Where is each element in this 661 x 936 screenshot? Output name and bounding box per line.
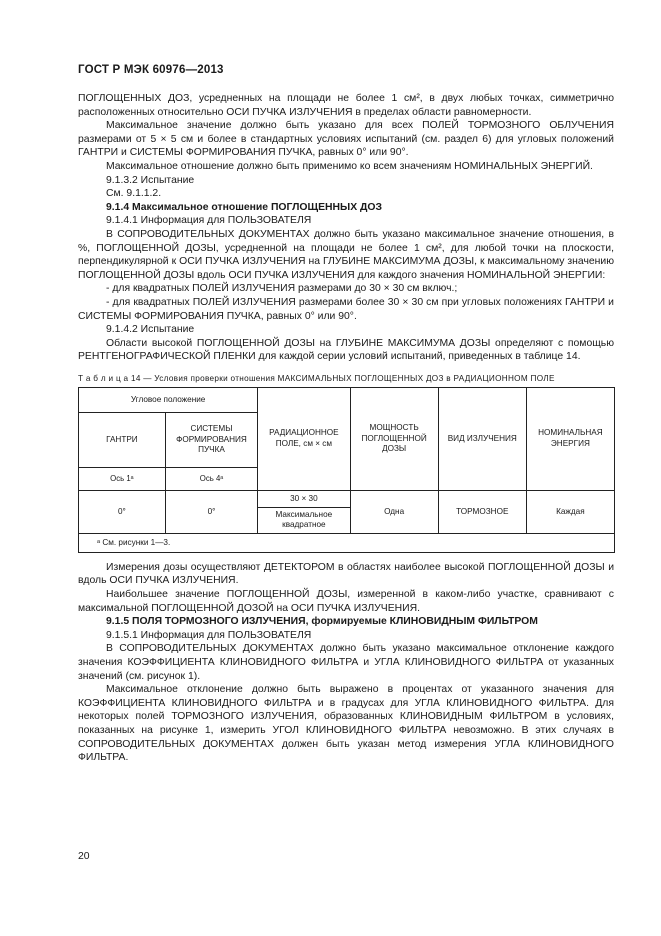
paragraph: Максимальное отклонение должно быть выражено в процентах от указанного значения для КОЭФФИЦИЕНТА КЛИНОВИДНОГО ФИЛЬТРА и в градусах для УГЛА КЛИНОВИДНОГО ФИЛЬТРА. Для некоторых полей ТОРМОЗНОГО ИЗЛУЧЕНИЯ, образованных КЛИНОВИДНЫМ ФИЛЬТРОМ в условиях, показанных на рисунке 1, измерить УГОЛ КЛИНОВИДНОГО ФИЛЬТРА невозможно. В этих случаях в СОПРОВОДИТЕЛЬНЫХ ДОКУМЕНТАХ должен быть указан метод измерения УГЛА КЛИНОВИДНОГО ФИЛЬТРА. — [78, 684, 614, 764]
header-radiation-field: РАДИАЦИОННОЕ ПОЛЕ, см × см — [258, 387, 350, 490]
paragraph: Измерения дозы осуществляют ДЕТЕКТОРОМ в областях наиболее высокой ПОГЛОЩЕННОЙ ДОЗЫ и вдоль ОСИ ПУЧКА ИЗЛУЧЕНИЯ. — [78, 561, 614, 587]
paragraph: Области высокой ПОГЛОЩЕННОЙ ДОЗЫ на ГЛУБИНЕ МАКСИМУМА ДОЗЫ определяют с помощью РЕНТГЕНОГРАФИЧЕСКОЙ ПЛЕНКИ для каждой серии условий испытаний, приведенных в таблице 14. — [78, 337, 614, 363]
cell-nominal-energy: Каждая — [526, 490, 614, 533]
subsection-heading: 9.1.4.2 Испытание — [106, 324, 195, 336]
paragraph: См. 9.1.1.2. — [106, 188, 162, 200]
header-nominal-energy: НОМИНАЛЬНАЯ ЭНЕРГИЯ — [526, 387, 614, 490]
paragraph: В СОПРОВОДИТЕЛЬНЫХ ДОКУМЕНТАХ должно быть указано максимальное значение отношения, в %, ПОГЛОЩЕННОЙ ДОЗЫ, усредненной на площади не более 1 см², для любой точки на плоскости, перпендикулярной к ОСИ ПУЧКА ИЗЛУЧЕНИЯ на ГЛУБИНЕ МАКСИМУМА ДОЗЫ, к максимальному значению ПОГЛОЩЕННОЙ ДОЗЫ вдоль ОСИ ПУЧКА ИЗЛУЧЕНИЯ для каждого значения НОМИНАЛЬНОЙ ЭНЕРГИИ: — [78, 228, 614, 281]
paragraph: ПОГЛОЩЕННЫХ ДОЗ, усредненных на площади не более 1 см², в двух любых точках, симметрично расположенных относительно ОСИ ПУЧКА ИЗЛУЧЕНИЯ в пределах области равномерности. — [78, 93, 614, 118]
header-axis-1: Ось 1ᵃ — [79, 467, 166, 490]
list-item: - для квадратных ПОЛЕЙ ИЗЛУЧЕНИЯ размерами более 30 × 30 см при угловых положениях ГАНТРИ и СИСТЕМЫ ФОРМИРОВАНИЯ ПУЧКА, равных 0° или 90°. — [78, 296, 614, 322]
cell-system-angle: 0° — [165, 490, 257, 533]
table-14 — [78, 387, 615, 553]
subsection-heading: 9.1.5.1 Информация для ПОЛЬЗОВАТЕЛЯ — [106, 629, 312, 641]
subsection-heading: 9.1.3.2 Испытание — [106, 174, 195, 186]
header-axis-4: Ось 4ᵃ — [165, 467, 257, 490]
header-dose-rate: МОЩНОСТЬ ПОГЛОЩЕННОЙ ДОЗЫ — [350, 387, 438, 490]
table-footnote: ᵃ См. рисунки 1—3. — [79, 533, 615, 552]
table-row — [79, 490, 615, 507]
cell-gantry-angle: 0° — [79, 490, 166, 533]
paragraph: Максимальное значение должно быть указано для всех ПОЛЕЙ ТОРМОЗНОГО ОБЛУЧЕНИЯ размерами от 5 × 5 см и более в стандартных условиях испытаний (см. раздел 6) для угловых положений ГАНТРИ и СИСТЕМЫ ФОРМИРОВАНИЯ ПУЧКА, равных 0° или 90°. — [78, 120, 614, 159]
table-caption: Т а б л и ц а 14 — Условия проверки отношения МАКСИМАЛЬНЫХ ПОГЛОЩЕННЫХ ДОЗ в РАДИАЦИОННОМ ПОЛЕ — [78, 373, 555, 383]
paragraph: Максимальное отношение должно быть применимо ко всем значениям НОМИНАЛЬНЫХ ЭНЕРГИЙ. — [106, 160, 593, 172]
page-body — [78, 92, 614, 765]
paragraph: В СОПРОВОДИТЕЛЬНЫХ ДОКУМЕНТАХ должно быть указано максимальное отклонение каждого значения КОЭФФИЦИЕНТА КЛИНОВИДНОГО ФИЛЬТРА и УГЛА КЛИНОВИДНОГО ФИЛЬТРА от указанных значений (см. рисунок 1). — [78, 643, 614, 682]
subsection-heading: 9.1.4.1 Информация для ПОЛЬЗОВАТЕЛЯ — [106, 215, 312, 227]
list-item: - для квадратных ПОЛЕЙ ИЗЛУЧЕНИЯ размерами до 30 × 30 см включ.; — [106, 283, 458, 295]
header-beam-system: СИСТЕМЫ ФОРМИРОВАНИЯ ПУЧКА — [165, 412, 257, 467]
cell-radiation-kind: ТОРМОЗНОЕ — [438, 490, 526, 533]
header-gantry: ГАНТРИ — [79, 412, 166, 467]
header-angular-position: Угловое положение — [79, 387, 258, 412]
header-radiation-kind: ВИД ИЗЛУЧЕНИЯ — [438, 387, 526, 490]
page-number: 20 — [78, 851, 90, 862]
section-heading-9-1-5: 9.1.5 ПОЛЯ ТОРМОЗНОГО ИЗЛУЧЕНИЯ, формируемые КЛИНОВИДНЫМ ФИЛЬТРОМ — [106, 616, 538, 628]
cell-field-size: 30 × 30 — [258, 490, 350, 507]
section-heading-9-1-4: 9.1.4 Максимальное отношение ПОГЛОЩЕННЫХ ДОЗ — [106, 201, 383, 213]
cell-field-shape: Максимальное квадратное — [258, 507, 350, 533]
paragraph: Наибольшее значение ПОГЛОЩЕННОЙ ДОЗЫ, измеренной в каком-либо участке, сравнивают с максимальной ПОГЛОЩЕННОЙ ДОЗОЙ на ОСИ ПУЧКА ИЗЛУЧЕНИЯ. — [78, 589, 614, 614]
standard-title: ГОСТ Р МЭК 60976—2013 — [78, 64, 224, 76]
cell-dose-rate: Одна — [350, 490, 438, 533]
